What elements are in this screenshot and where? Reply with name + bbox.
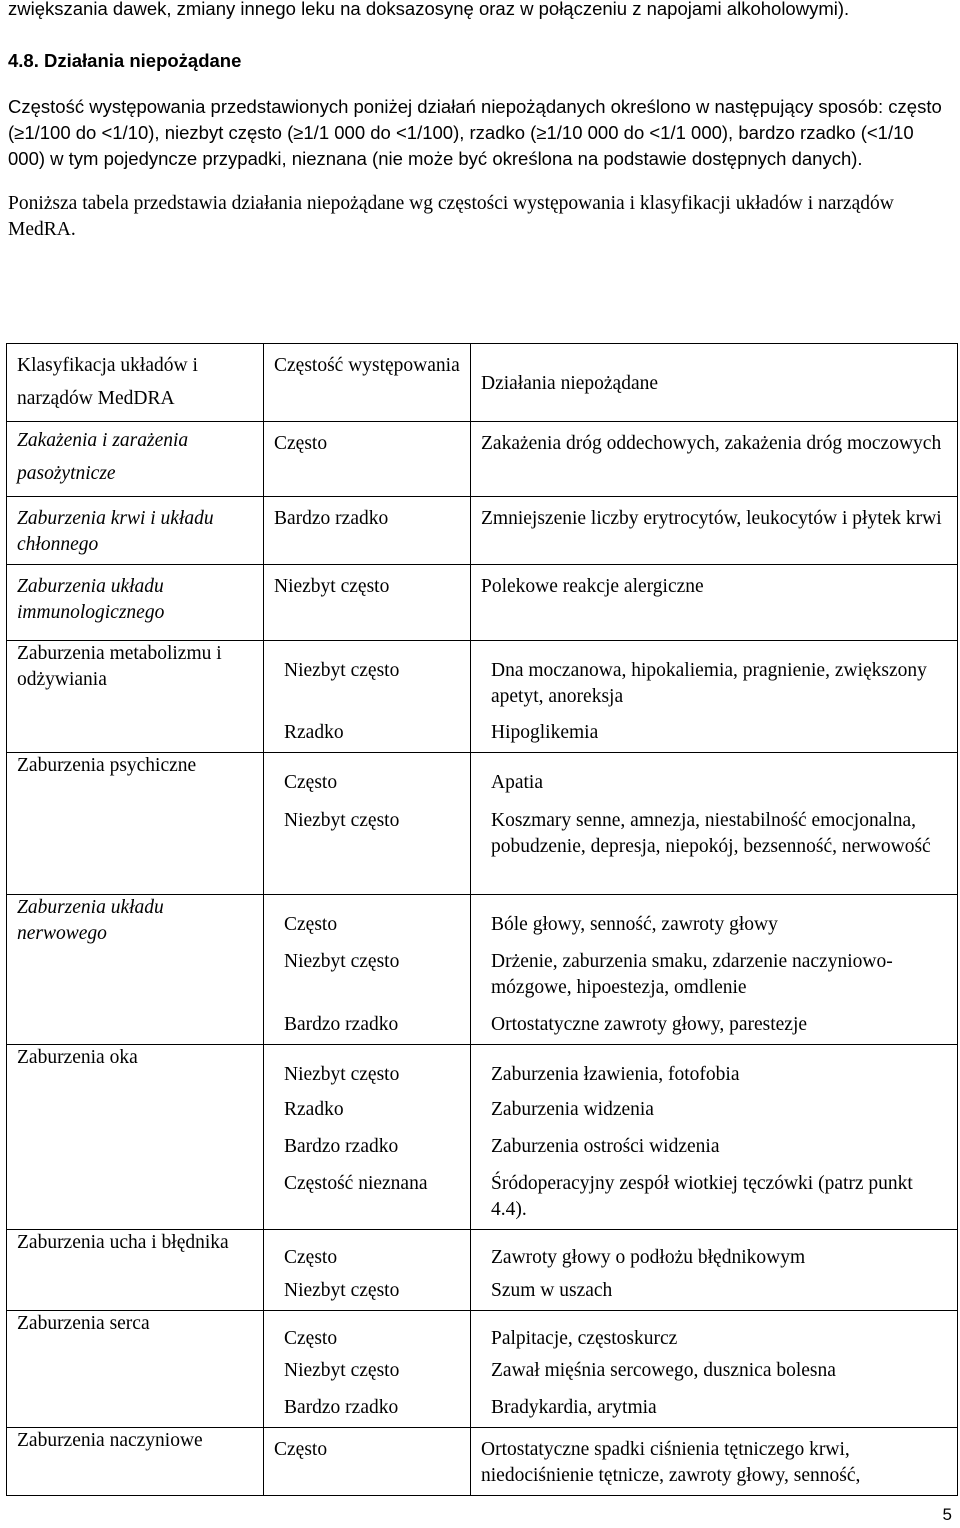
system-class-cell: Zaburzenia naczyniowe xyxy=(7,1428,264,1496)
effects-cell: Zmniejszenie liczby erytrocytów, leukocytów i płytek krwi xyxy=(471,497,958,565)
frequency-cell xyxy=(264,753,471,895)
system-class-cell: Zakażenia i zarażenia pasożytnicze xyxy=(7,422,264,497)
effects-value: Bradykardia, arytmia xyxy=(491,1397,657,1418)
effects-value: Hipoglikemia xyxy=(491,722,599,743)
system-class-part: Zaburzenia ucha i błędnika xyxy=(17,1232,229,1253)
frequency-cell xyxy=(264,1045,471,1230)
frequency-value: Niezbyt często xyxy=(284,1064,400,1085)
effects-value: Palpitacje, częstoskurcz xyxy=(491,1328,678,1349)
table-row xyxy=(7,1045,958,1230)
frequency-value: Często xyxy=(284,1328,338,1349)
header-frequency: Częstość występowania xyxy=(264,344,471,422)
document-intro xyxy=(8,0,953,243)
effects-cell xyxy=(471,895,958,1045)
table-row xyxy=(7,565,958,641)
effects-value: Koszmary senne, amnezja, niestabilność emocjonalna, pobudzenie, depresja, niepokój, bezsenność, nerwowość xyxy=(491,810,931,857)
effects-value: Dna moczanowa, hipokaliemia, pragnienie, zwiększony apetyt, anoreksja xyxy=(491,660,927,707)
effects-cell: Polekowe reakcje alergiczne xyxy=(471,565,958,641)
effects-cell: Ortostatyczne spadki ciśnienia tętniczego krwi, niedociśnienie tętnicze, zawroty głowy, senność, xyxy=(471,1428,958,1496)
frequency-cell: Często xyxy=(264,1428,471,1496)
effects-cell xyxy=(471,641,958,753)
adverse-effects-table xyxy=(6,343,958,1496)
frequency-cell: Często xyxy=(264,422,471,497)
table-row xyxy=(7,422,958,497)
effects-value: Drżenie, zaburzenia smaku, zdarzenie naczyniowo-mózgowe, hipoestezja, omdlenie xyxy=(491,951,893,998)
frequency-value: Niezbyt często xyxy=(284,810,400,831)
effects-cell xyxy=(471,1045,958,1230)
effects-value: Szum w uszach xyxy=(491,1280,613,1301)
section-heading: 4.8. Działania niepożądane xyxy=(8,50,242,71)
effects-value: Zaburzenia ostrości widzenia xyxy=(491,1136,720,1157)
effects-cell: Zakażenia dróg oddechowych, zakażenia dróg moczowych xyxy=(471,422,958,497)
table-row xyxy=(7,895,958,1045)
system-class-part: Zaburzenia układu immunologicznego xyxy=(17,576,165,623)
system-class-cell xyxy=(7,895,264,1045)
frequency-cell: Bardzo rzadko xyxy=(264,497,471,565)
table-row xyxy=(7,1230,958,1311)
system-class-cell xyxy=(7,565,264,641)
frequency-value: Niezbyt często xyxy=(284,660,400,681)
frequency-value: Niezbyt często xyxy=(284,951,400,972)
frequency-value: Częstość nieznana xyxy=(284,1173,428,1194)
frequency-value: Często xyxy=(284,772,338,793)
frequency-value: Niezbyt często xyxy=(284,1280,400,1301)
table-header-row xyxy=(7,344,958,422)
effects-value: Apatia xyxy=(491,772,543,793)
system-class-cell xyxy=(7,1230,264,1311)
effects-value: Bóle głowy, senność, zawroty głowy xyxy=(491,914,778,935)
frequency-cell: Niezbyt często xyxy=(264,565,471,641)
system-class-cell: Zaburzenia oka xyxy=(7,1045,264,1230)
frequency-definition-paragraph: Częstość występowania przedstawionych poniżej działań niepożądanych określono w następujący sposób: często (≥1/100 do <1/10), niezbyt często (≥1/1 000 do <1/100), rzadko (≥1/10 000 do <1/1 000), bardzo rzadko (<1/10 000) w tym pojedyncze przypadki, nieznana (nie może być określona na podstawie dostępnych danych). xyxy=(8,96,942,169)
effects-value: Śródoperacyjny zespół wiotkiej tęczówki (patrz punkt 4.4). xyxy=(491,1173,913,1220)
table-row xyxy=(7,497,958,565)
frequency-value: Bardzo rzadko xyxy=(284,1136,399,1157)
frequency-value: Często xyxy=(284,1247,338,1268)
carry-over-text: zwiększania dawek, zmiany innego leku na doksazosynę oraz w połączeniu z napojami alkoholowymi). xyxy=(8,0,850,19)
effects-cell xyxy=(471,1230,958,1311)
system-class-cell: Zaburzenia psychiczne xyxy=(7,753,264,895)
system-class-cell: Zaburzenia metabolizmu i odżywiania xyxy=(7,641,264,753)
frequency-cell xyxy=(264,895,471,1045)
table-row xyxy=(7,1311,958,1428)
frequency-value: Często xyxy=(284,914,338,935)
frequency-value: Rzadko xyxy=(284,1099,344,1120)
frequency-cell xyxy=(264,1230,471,1311)
frequency-value: Bardzo rzadko xyxy=(284,1014,399,1035)
system-class-cell: Zaburzenia krwi i układu chłonnego xyxy=(7,497,264,565)
header-adverse-effects: Działania niepożądane xyxy=(471,344,958,422)
page-number: 5 xyxy=(942,1505,952,1524)
table-intro-paragraph: Poniższa tabela przedstawia działania niepożądane wg częstości występowania i klasyfikacji układów i narządów MedRA. xyxy=(8,193,894,240)
effects-value: Zaburzenia łzawienia, fotofobia xyxy=(491,1064,740,1085)
table-row xyxy=(7,753,958,895)
frequency-value: Niezbyt często xyxy=(284,1360,400,1381)
frequency-cell xyxy=(264,1311,471,1428)
table-row xyxy=(7,1428,958,1496)
header-system-class: Klasyfikacja układów i narządów MedDRA xyxy=(7,344,264,422)
effects-value: Ortostatyczne zawroty głowy, parestezje xyxy=(491,1014,808,1035)
effects-cell xyxy=(471,753,958,895)
effects-value: Zawał mięśnia sercowego, dusznica bolesna xyxy=(491,1360,836,1381)
frequency-cell xyxy=(264,641,471,753)
frequency-value: Rzadko xyxy=(284,722,344,743)
effects-value: Zaburzenia widzenia xyxy=(491,1099,654,1120)
system-class-cell: Zaburzenia serca xyxy=(7,1311,264,1428)
system-class-part: Zaburzenia układu nerwowego xyxy=(17,897,164,944)
frequency-value: Bardzo rzadko xyxy=(284,1397,399,1418)
effects-cell xyxy=(471,1311,958,1428)
effects-value: Zawroty głowy o podłożu błędnikowym xyxy=(491,1247,806,1268)
table-row xyxy=(7,641,958,753)
